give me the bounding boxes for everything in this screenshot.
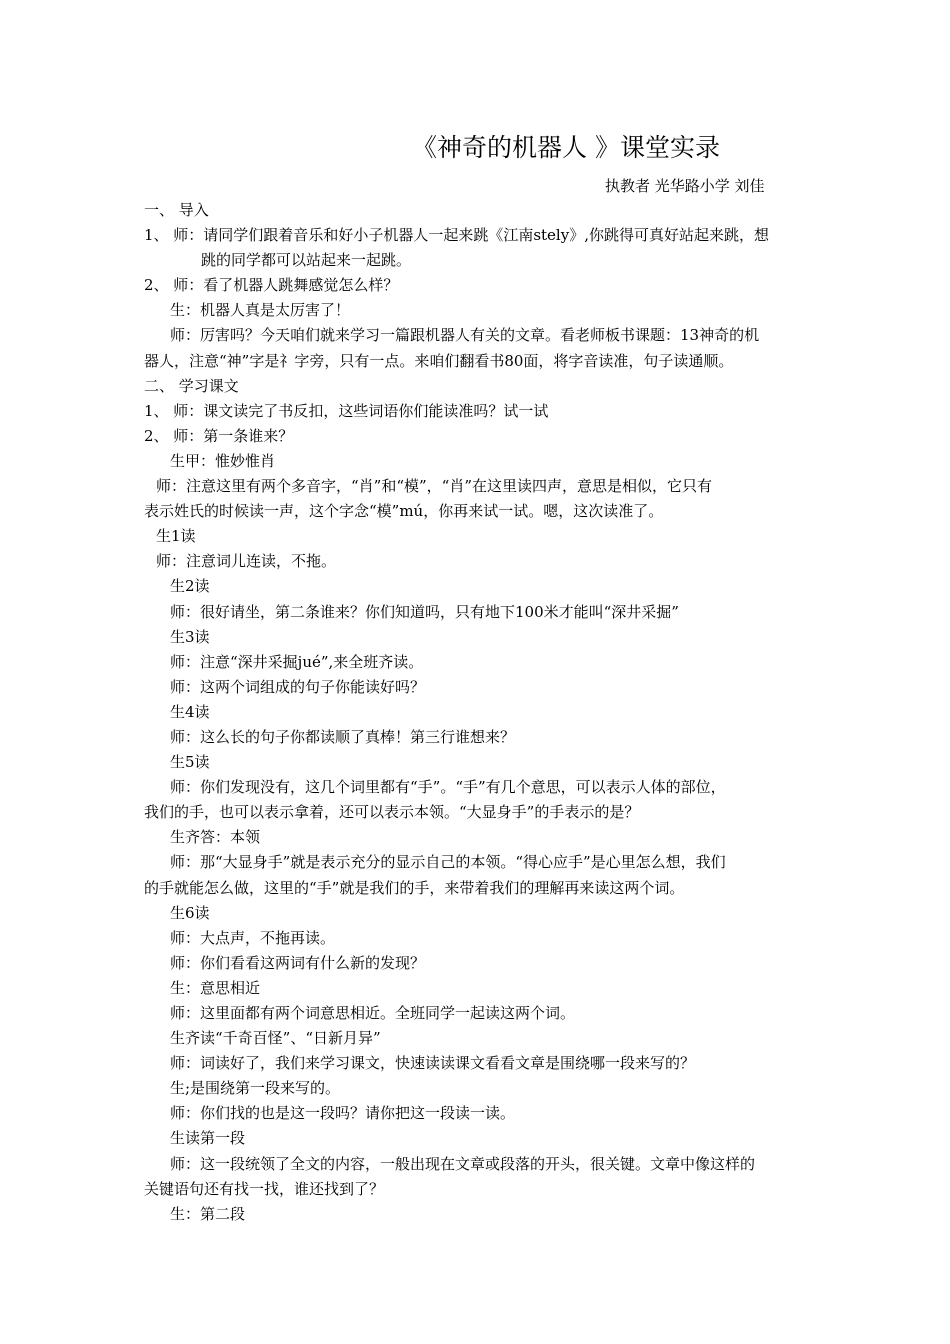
text-line: 师：你们找的也是这一段吗？请你把这一段读一读。 (170, 1104, 516, 1123)
text-line: 师：大点声，不拖再读。 (170, 928, 336, 947)
text-line: 2、 师：第一条谁来？ (144, 426, 294, 445)
text-line: 生甲：惟妙惟肖 (170, 451, 276, 470)
text-line: 师：那“大显身手”就是表示充分的显示自己的本领。“得心应手”是心里怎么想，我们 (170, 853, 726, 872)
text-line: 师：你们看看这两词有什么新的发现？ (170, 953, 426, 972)
text-line: 1、 师：课文读完了书反扣，这些词语你们能读准吗？试一试 (144, 401, 549, 420)
text-line: 跳的同学都可以站起来一起跳。 (201, 251, 412, 270)
text-line: 的手就能怎么做，这里的“手”就是我们的手，来带着我们的理解再来读这两个词。 (144, 878, 685, 897)
text-line: 二、 学习课文 (144, 376, 239, 395)
text-line: 2、 师：看了机器人跳舞感觉怎么样？ (144, 276, 399, 295)
document-title: 《神奇的机器人 》课堂实录 (412, 133, 720, 162)
author-line: 执教者 光华路小学 刘佳 (605, 177, 765, 195)
text-line: 师：注意“深井采掘jué”,来全班齐读。 (170, 652, 424, 671)
text-line: 生5读 (170, 753, 210, 772)
text-line: 生;是围绕第一段来写的。 (170, 1079, 341, 1098)
text-line: 师：这一段统领了全文的内容，一般出现在文章或段落的开头，很关键。文章中像这样的 (170, 1154, 756, 1173)
text-line: 生读第一段 (170, 1129, 246, 1148)
text-line: 生齐读“千奇百怪”、“日新月异” (170, 1029, 381, 1048)
document-body (144, 198, 809, 1227)
text-line: 一、 导入 (144, 201, 209, 219)
text-line: 生：意思相近 (170, 978, 261, 997)
text-line: 师：这么长的句子你都读顺了真棒！第三行谁想来？ (170, 727, 516, 746)
text-line: 我们的手，也可以表示拿着，还可以表示本领。“大显身手”的手表示的是？ (144, 803, 640, 822)
text-line: 表示姓氏的时候读一声，这个字念“模”mú，你再来试一试。嗯，这次读准了。 (144, 502, 664, 521)
text-line: 师：注意词儿连读，不拖。 (156, 552, 337, 571)
text-line: 师：很好请坐，第二条谁来？你们知道吗，只有地下100米才能叫“深井采掘” (170, 602, 679, 621)
text-line: 生6读 (170, 903, 210, 922)
text-line: 师：这里面都有两个词意思相近。全班同学一起读这两个词。 (170, 1004, 576, 1022)
text-line: 生3读 (170, 627, 210, 646)
text-line: 1、 师：请同学们跟着音乐和好小子机器人一起来跳《江南stely》,你跳得可真好站起来跳，想 (144, 226, 769, 245)
text-line: 生2读 (170, 577, 210, 596)
text-line: 生1读 (156, 527, 196, 546)
text-line: 师：厉害吗？今天咱们就来学习一篇跟机器人有关的文章。看老师板书课题：13神奇的机 (170, 326, 760, 345)
text-line: 师：这两个词组成的句子你能读好吗？ (170, 677, 426, 696)
text-line: 师：词读好了，我们来学习课文，快速读读课文看看文章是围绕哪一段来写的？ (170, 1054, 696, 1073)
text-line: 师：注意这里有两个多音字，“肖”和“模”，“肖”在这里读四声，意思是相似，它只有 (156, 477, 713, 496)
text-line: 生4读 (170, 702, 210, 721)
text-line: 生齐答：本领 (170, 828, 261, 847)
text-line: 生：机器人真是太厉害了！ (170, 301, 351, 320)
text-line: 师：你们发现没有，这几个词里都有“手”。“手”有几个意思，可以表示人体的部位， (170, 778, 726, 797)
text-line: 生：第二段 (170, 1204, 246, 1223)
text-line: 器人，注意“神”字是礻字旁，只有一点。来咱们翻看书80面，将字音读准，句子读通顺。 (144, 351, 734, 370)
text-line: 关键语句还有找一找，谁还找到了？ (144, 1179, 385, 1198)
